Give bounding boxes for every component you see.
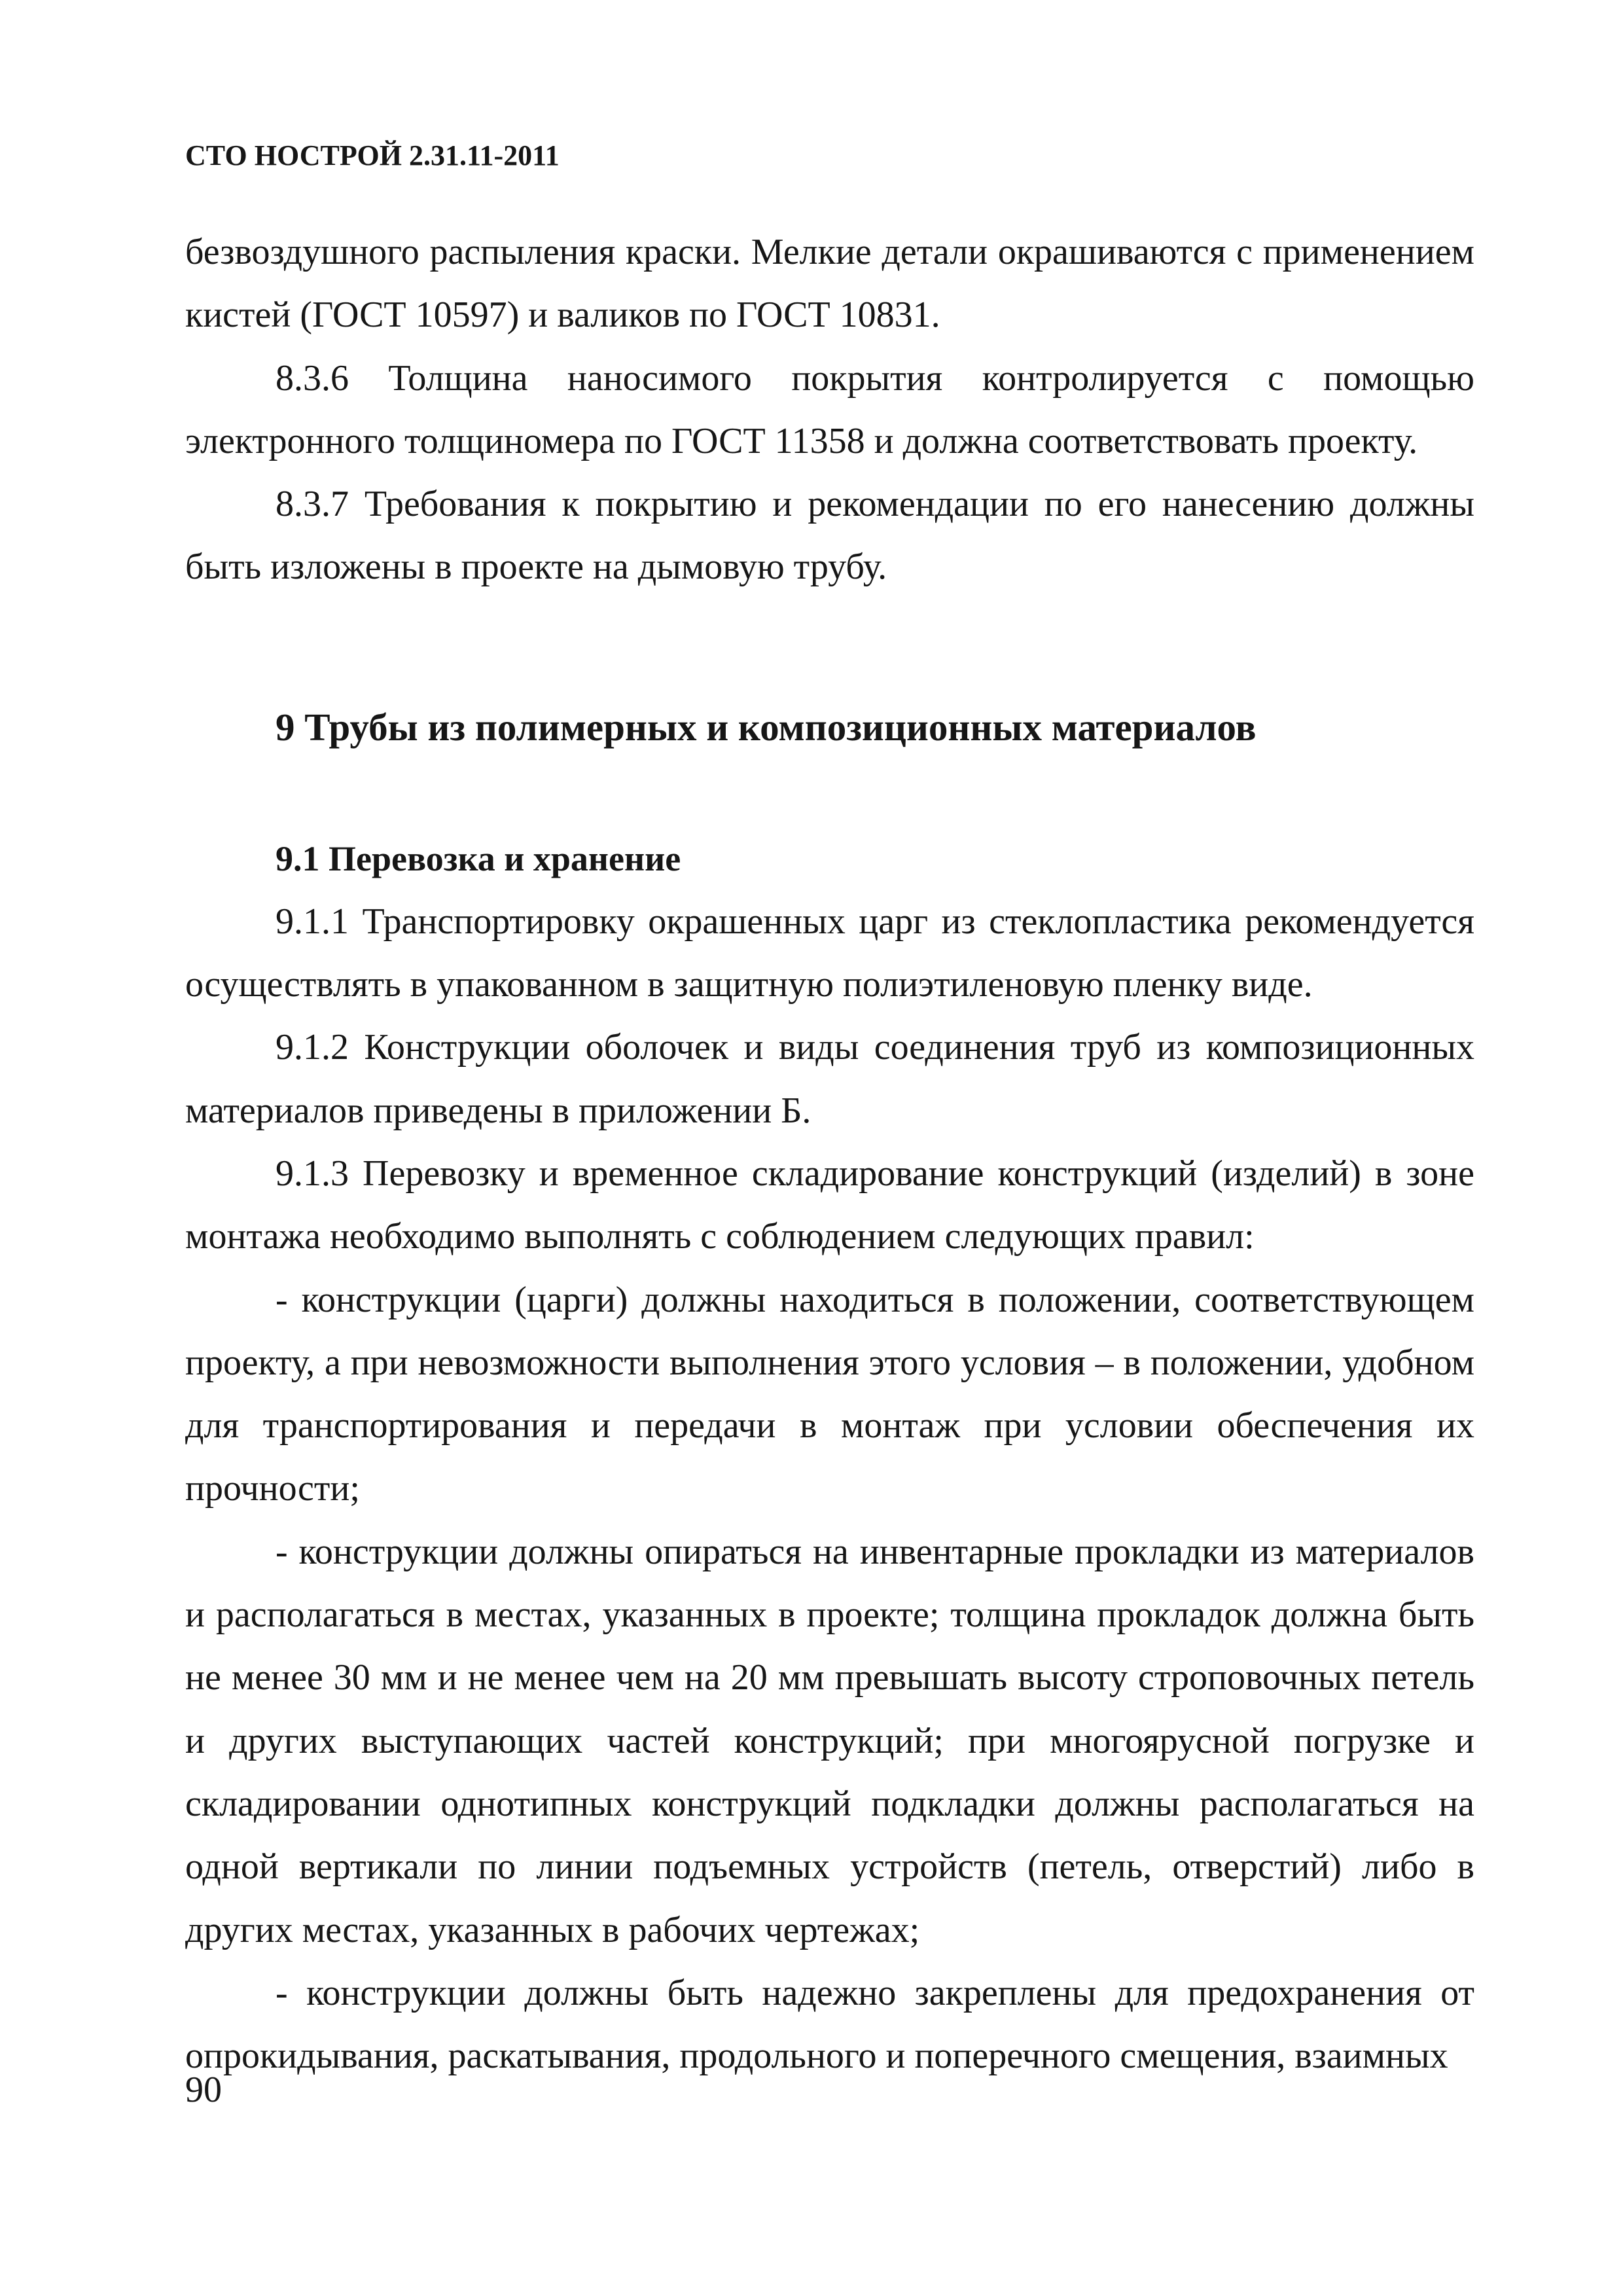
page-body [185,221,1474,2087]
paragraph-8-3-7: 8.3.7 Требования к покрытию и рекомендации по его нанесению должны быть изложены в проекте на дымовую трубу. [185,484,1474,588]
list-item-position: - конструкции (царги) должны находиться в положении, соответствующем проекту, а при невозможности выполнения этого условия – в положении, удобном для транспортирования и передачи в монтаж при условии обеспечения их прочности; [185,1279,1474,1509]
paragraph-9-1-3: 9.1.3 Перевозку и временное складирование конструкций (изделий) в зоне монтажа необходимо выполнять с соблюдением следующих правил: [185,1153,1474,1257]
paragraph-9-1-2: 9.1.2 Конструкции оболочек и виды соединения труб из композиционных материалов приведены в приложении Б. [185,1027,1474,1131]
section-heading-9: 9 Трубы из полимерных и композиционных материалов [276,705,1257,749]
paragraph-8-3-6: 8.3.6 Толщина наносимого покрытия контролируется с помощью электронного толщиномера по ГОСТ 11358 и должна соответствовать проекту. [185,357,1474,461]
list-item-fastening: - конструкции должны быть надежно закреплены для предохранения от опрокидывания, раскатывания, продольного и поперечного смещения, взаимных [185,1972,1474,2077]
document-header-code: СТО НОСТРОЙ 2.31.11-2011 [185,139,560,171]
paragraph-9-1-1: 9.1.1 Транспортировку окрашенных царг из стеклопластика рекомендуется осуществлять в упакованном в защитную полиэтиленовую пленку виде. [185,901,1474,1005]
list-item-supports: - конструкции должны опираться на инвентарные прокладки из материалов и располагаться в местах, указанных в проекте; толщина прокладок должна быть не менее 30 мм и не менее чем на 20 мм превышать высоту строповочных петель и других выступающих частей конструкций; при многоярусной погрузке и складировании однотипных конструкций подкладки должны располагаться на одной вертикали по линии подъемных устройств (петель, отверстий) либо в других местах, указанных в рабочих чертежах; [185,1531,1474,1950]
paragraph-continuation: безвоздушного распыления краски. Мелкие детали окрашиваются с применением кистей (ГОСТ 10597) и валиков по ГОСТ 10831. [185,232,1474,336]
page-number: 90 [185,2070,222,2110]
subsection-heading-9-1: 9.1 Перевозка и хранение [276,838,681,878]
